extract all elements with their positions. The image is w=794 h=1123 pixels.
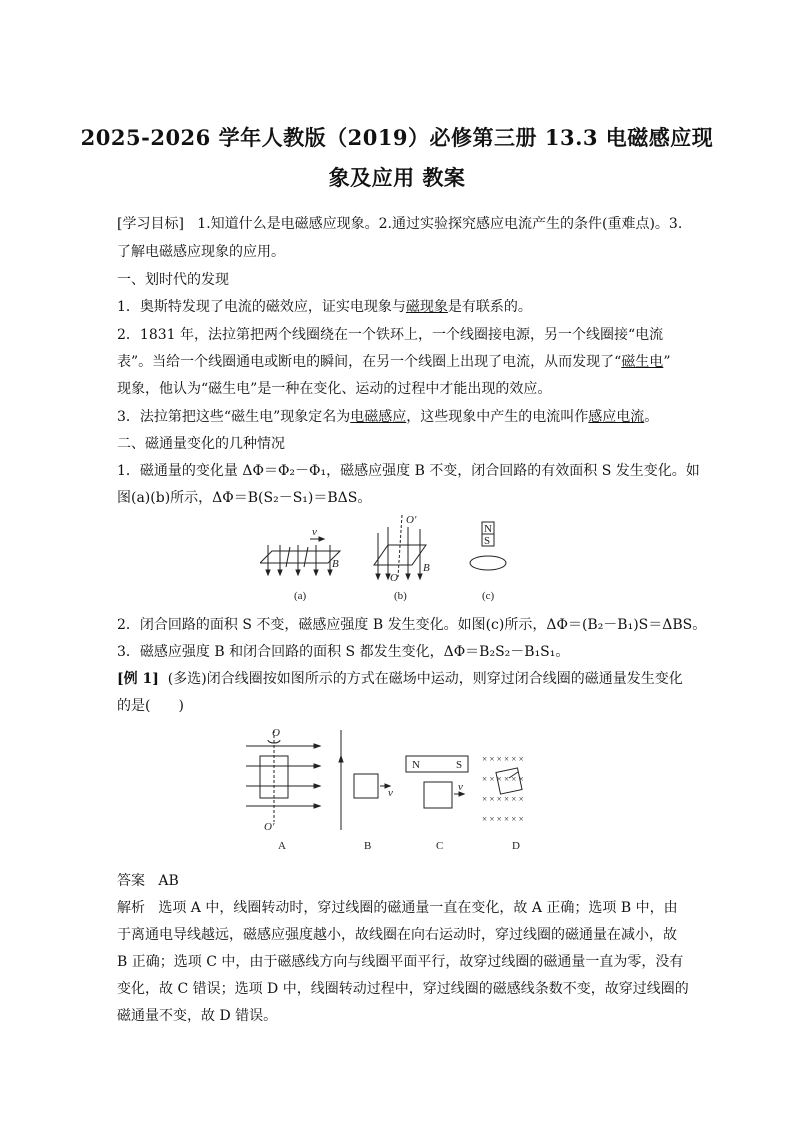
fig-c-label: (c): [482, 590, 495, 602]
figure-abc: [260, 515, 510, 607]
section1-item2-a: 2．1831 年，法拉第把两个线圈绕在一个铁环上，一个线圈接电源，另一个线圈接“电流: [117, 327, 664, 343]
objectives: [117, 215, 682, 233]
fig-D-label: D: [512, 840, 520, 852]
fig-B-label: B: [364, 840, 372, 852]
figure-b: [374, 515, 426, 579]
fig-a-B: B: [332, 558, 339, 570]
objectives-text-1: 1.知道什么是电磁感应现象。2.通过实验探究感应电流产生的条件(重难点)。3.: [197, 216, 683, 232]
item1-post: 是有联系的。: [447, 299, 532, 315]
example-line1: [117, 670, 682, 688]
item1-underlined: 磁现象: [405, 299, 448, 315]
svg-text:× × × × × ×: × × × × × ×: [482, 794, 524, 804]
example-text-2: 的是( ): [117, 698, 184, 714]
answer-label: 答案: [117, 873, 145, 889]
fig-b-B: B: [423, 562, 430, 574]
analysis-line2: 于离通电导线越远，磁感应强度越小，故线圈在向右运动时，穿过线圈的磁通量在减小，故: [117, 927, 677, 943]
item3-post: 。: [644, 409, 659, 425]
answer: [117, 872, 682, 890]
item3-pre: 3．法拉第把这些“磁生电”现象定名为: [117, 409, 351, 425]
fig-A-O-prime: O′: [264, 821, 275, 833]
fig-A-label: A: [278, 840, 286, 852]
svg-text:× × × × × ×: × × × × × ×: [482, 814, 524, 824]
fig-C-v: v: [458, 781, 463, 793]
item3-underlined-2: 感应电流: [588, 409, 645, 425]
section2-item3: 3．磁感应强度 B 和闭合回路的面积 S 都发生变化，ΔΦ＝B₂S₂－B₁S₁。: [117, 644, 570, 660]
fig-a-v: v: [312, 526, 317, 538]
analysis-line3: B 正确；选项 C 中，由于磁感线方向与线圈平面平行，故穿过线圈的磁通量一直为零，没有: [117, 954, 684, 970]
example-label: [例 1]: [117, 671, 159, 687]
section2-item1-a: 1．磁通量的变化量 ΔΦ＝Φ₂－Φ₁，磁感应强度 B 不变，闭合回路的有效面积 S 发生变化。如: [117, 463, 700, 479]
section1-item3: [117, 408, 682, 426]
svg-text:× × × × × ×: × × × × × ×: [482, 754, 524, 764]
example-text-1: (多选)闭合线圈按如图所示的方式在磁场中运动，则穿过闭合线圈的磁通量发生变化: [167, 671, 683, 687]
fig-a-label: (a): [294, 590, 307, 602]
fig-b-O-prime: O′: [406, 515, 417, 526]
item2-b-underlined: 磁生电: [621, 354, 664, 370]
fig-B-v: v: [388, 787, 393, 799]
fig-c-S: S: [484, 535, 491, 547]
analysis-text-1: 选项 A 中，线圈转动时，穿过线圈的磁通量一直在变化，故 A 正确；选项 B 中，由: [158, 900, 678, 916]
objectives-text-2: 了解电磁感应现象的应用。: [117, 244, 285, 260]
section1-item2-b: [117, 353, 682, 371]
item3-mid: ，这些现象中产生的电流叫作: [406, 409, 589, 425]
fig-C-S: S: [456, 759, 463, 771]
fig-c-N: N: [484, 523, 492, 535]
section2-item1-b: 图(a)(b)所示，ΔΦ＝B(S₂－S₁)＝BΔS。: [117, 490, 372, 506]
analysis-label: 解析: [117, 900, 145, 916]
fig-b-O: O: [390, 572, 398, 584]
analysis-line4: 变化，故 C 错误；选项 D 中，线圈转动过程中，穿过线圈的磁感线条数不变，故穿过线圈的: [117, 981, 689, 997]
objectives-label: [学习目标]: [117, 216, 184, 232]
item3-underlined-1: 电磁感应: [350, 409, 407, 425]
section1-heading: 一、划时代的发现: [117, 272, 229, 288]
figure-A: [246, 730, 320, 822]
figure-a: [260, 537, 340, 575]
section2-heading: 二、磁通量变化的几种情况: [117, 436, 285, 452]
figure-B: [339, 730, 390, 830]
page-title-line2: 象及应用 教案: [328, 165, 466, 190]
analysis-line1: [117, 899, 682, 917]
section1-item1: [117, 298, 682, 316]
page-title-line1: 2025-2026 学年人教版（2019）必修第三册 13.3 电磁感应现: [80, 125, 714, 150]
fig-b-label: (b): [394, 590, 407, 602]
answer-value: AB: [158, 873, 179, 889]
figure-abcd: [246, 726, 556, 854]
fig-A-O: O: [272, 727, 280, 739]
analysis-line5: 磁通量不变，故 D 错误。: [117, 1008, 278, 1024]
svg-text:× × × × × ×: × × × × × ×: [482, 774, 524, 784]
item2-b-end: ”: [663, 354, 671, 370]
item1-pre: 1．奥斯特发现了电流的磁效应，证实电现象与: [117, 299, 406, 315]
section1-item2-c: 现象，他认为“磁生电”是一种在变化、运动的过程中才能出现的效应。: [117, 381, 552, 397]
fig-C-N: N: [412, 759, 420, 771]
figure-D-field: [482, 754, 524, 824]
fig-C-label: C: [436, 840, 444, 852]
item2-b-text: 表”。当给一个线圈通电或断电的瞬间，在另一个线圈上出现了电流，从而发现了“: [117, 354, 622, 370]
section2-item2: 2．闭合回路的面积 S 不变，磁感应强度 B 发生变化。如图(c)所示，ΔΦ＝(B₂－B₁)S＝ΔBS。: [117, 617, 707, 633]
